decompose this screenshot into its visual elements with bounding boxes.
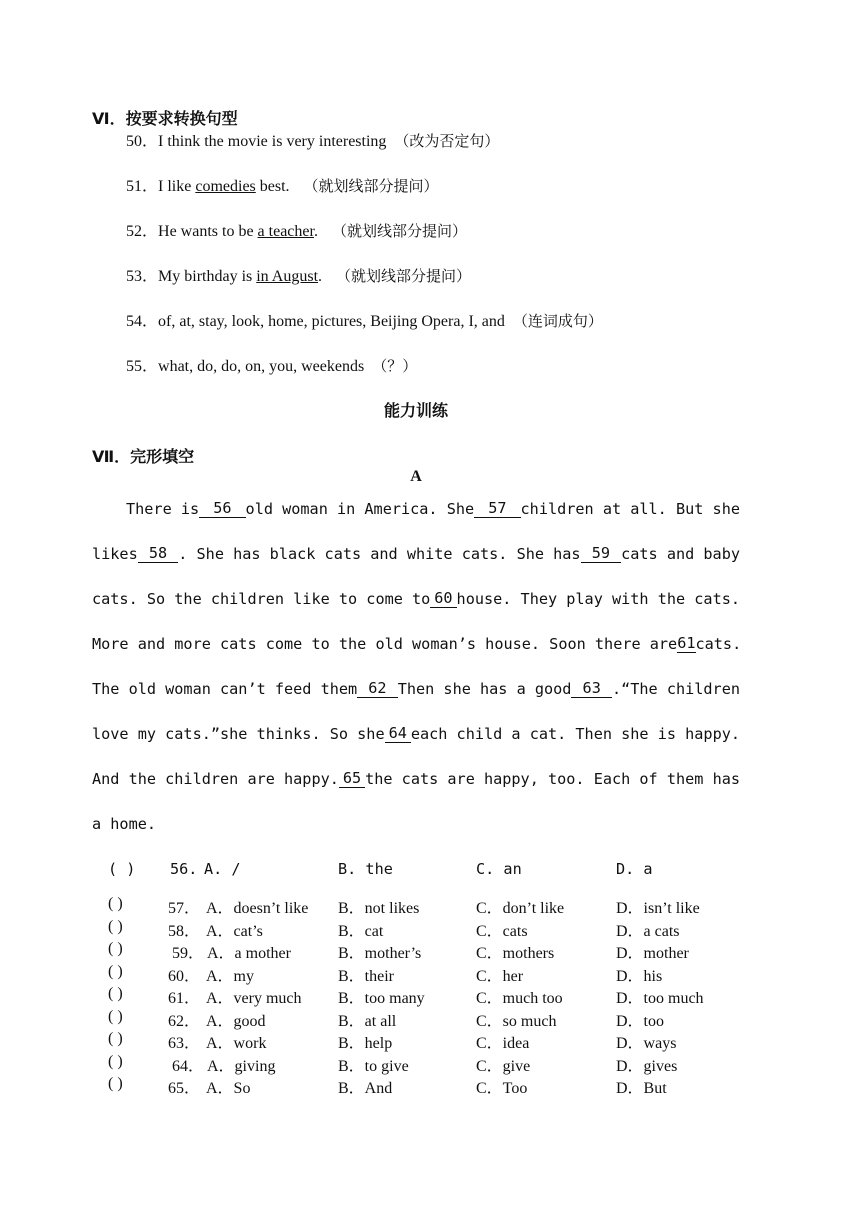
passage-text: the cats are happy, too. Each of them has [365,770,740,788]
option-a: A．a mother [207,945,291,962]
blank-56: 56 [199,500,245,518]
passage-line [92,815,156,833]
option-number: 62． [168,1013,201,1030]
option-c: C．give [476,1058,531,1075]
option-a: A．cat’s [206,923,263,940]
passage-line [92,680,740,698]
option-row-58 [0,918,860,940]
option-row-63 [0,1030,860,1052]
passage-text: More and more cats come to the old woman’s house. Soon there are [92,635,678,653]
instruction-note: （就划线部分提问） [336,267,472,285]
option-b: B．And [338,1080,393,1097]
blank-59: 59 [581,545,622,563]
section-6-heading: Ⅵ．按要求转换句型 [92,109,238,128]
option-number: 63． [168,1035,201,1052]
blank-63: 63 [571,680,612,698]
option-d: D．a cats [616,923,680,940]
question-50 [126,128,499,151]
instruction-note: （就划线部分提问） [331,222,467,240]
question-number: 55． [126,358,159,375]
option-number: 64． [172,1058,205,1075]
blank-58: 58 [138,545,179,563]
option-number: 65． [168,1080,201,1097]
option-row-64 [0,1053,860,1075]
passage-text: Then she has a good [397,680,572,698]
option-b: B．not likes [338,900,420,917]
passage-text: . She has black cats and white cats. She has [178,545,581,563]
underlined-part: a teacher [257,223,314,240]
blank-60: 60 [430,590,456,608]
option-b: B．mother’s [338,945,422,962]
option-a: A. / [204,860,241,878]
question-number: 52． [126,223,159,240]
option-b: B．too many [338,990,425,1007]
answer-paren: ( ) [108,860,136,878]
option-c: C．idea [476,1035,530,1052]
passage-text: And the children are happy. [92,770,339,788]
option-c: C．much too [476,990,563,1007]
option-a: A．my [206,968,255,985]
question-55 [126,353,417,376]
question-54 [126,308,603,331]
option-c: C．cats [476,923,528,940]
option-d: D．too much [616,990,704,1007]
blank-64: 64 [385,725,411,743]
passage-text: The old woman can’t feed them [92,680,358,698]
answer-paren: ( ) [108,1030,123,1047]
option-number: 58． [168,923,201,940]
training-title: 能力训练 [383,401,448,420]
option-number: 57． [168,900,201,917]
option-d: D. a [616,860,653,878]
passage-text: children at all. But she [520,500,740,518]
option-c: C．don’t like [476,900,565,917]
option-d: D．his [616,968,663,985]
option-row-56 [0,860,860,882]
question-text: of, at, stay, look, home, pictures, Beijing Opera, I, and [158,313,505,330]
option-a: A．So [206,1080,251,1097]
answer-paren: ( ) [108,918,123,935]
passage-letter: A [410,468,422,485]
instruction-note: （就划线部分提问） [303,177,439,195]
question-text-end: . [313,223,318,240]
question-number: 54． [126,313,159,330]
option-a: A．work [206,1035,267,1052]
answer-paren: ( ) [108,1008,123,1025]
blank-57: 57 [474,500,520,518]
passage-line [92,725,740,743]
option-c: C．mothers [476,945,555,962]
question-text: My birthday is [158,268,257,285]
answer-paren: ( ) [108,1075,123,1092]
instruction-note: （连词成句） [512,312,603,330]
blank-65: 65 [339,770,365,788]
passage-text: .“The children [611,680,740,698]
underlined-part: comedies [195,178,256,195]
passage-text: cats. [695,635,742,653]
question-number: 51． [126,178,159,195]
answer-paren: ( ) [108,985,123,1002]
option-a: A．very much [206,990,302,1007]
option-c: C．Too [476,1080,528,1097]
option-a: A．doesn’t like [206,900,309,917]
passage-text: house. They play with the cats. [456,590,740,608]
question-text: what, do, do, on, you, weekends [158,358,365,375]
option-b: B．their [338,968,394,985]
passage-line [92,770,740,788]
option-a: A．giving [207,1058,276,1075]
question-53 [126,263,471,286]
option-row-62 [0,1008,860,1030]
passage-text: cats. So the children like to come to [92,590,431,608]
question-52 [126,218,467,241]
passage-line [92,590,740,608]
passage-line [126,500,740,518]
option-c: C．so much [476,1013,557,1030]
answer-paren: ( ) [108,895,123,912]
option-d: D．But [616,1080,667,1097]
passage-text: each child a cat. Then she is happy. [410,725,740,743]
option-number: 56. [170,860,198,878]
option-row-59 [0,940,860,962]
option-number: 61． [168,990,201,1007]
option-d: D．too [616,1013,665,1030]
passage-text: cats and baby [621,545,740,563]
question-text-end: . [318,268,323,285]
option-row-61 [0,985,860,1007]
option-b: B．to give [338,1058,409,1075]
option-row-57 [0,895,860,917]
option-d: D．gives [616,1058,678,1075]
option-d: D．isn’t like [616,900,700,917]
option-a: A．good [206,1013,266,1030]
question-text: He wants to be [158,223,258,240]
section-7-heading: Ⅶ．完形填空 [92,447,195,466]
passage-text: love my cats.”she thinks. So she [92,725,385,743]
answer-paren: ( ) [108,1053,123,1070]
option-b: B．at all [338,1013,397,1030]
instruction-note: （改为否定句） [394,132,500,150]
passage-text: likes [92,545,138,563]
option-b: B. the [338,860,393,878]
passage-line [92,545,740,563]
option-c: C. an [476,860,522,878]
option-c: C．her [476,968,524,985]
option-d: D．mother [616,945,689,962]
question-text: I think the movie is very interesting [158,133,387,150]
passage-line [92,635,740,653]
question-text: I like [158,178,196,195]
question-number: 50． [126,133,159,150]
answer-paren: ( ) [108,940,123,957]
option-d: D．ways [616,1035,677,1052]
passage-text: old woman in America. She [245,500,475,518]
question-51 [126,173,439,196]
question-number: 53． [126,268,159,285]
question-text-end: best. [255,178,290,195]
option-b: B．help [338,1035,393,1052]
option-b: B．cat [338,923,384,940]
underlined-part: in August [256,268,319,285]
passage-text: There is [126,500,200,518]
answer-paren: ( ) [108,963,123,980]
blank-62: 62 [357,680,398,698]
option-number: 59． [172,945,205,962]
instruction-note: （？） [372,357,418,375]
option-number: 60． [168,968,201,985]
passage-text: a home. [92,815,157,833]
option-row-65 [0,1075,860,1097]
option-row-60 [0,963,860,985]
blank-61: 61 [677,634,696,652]
